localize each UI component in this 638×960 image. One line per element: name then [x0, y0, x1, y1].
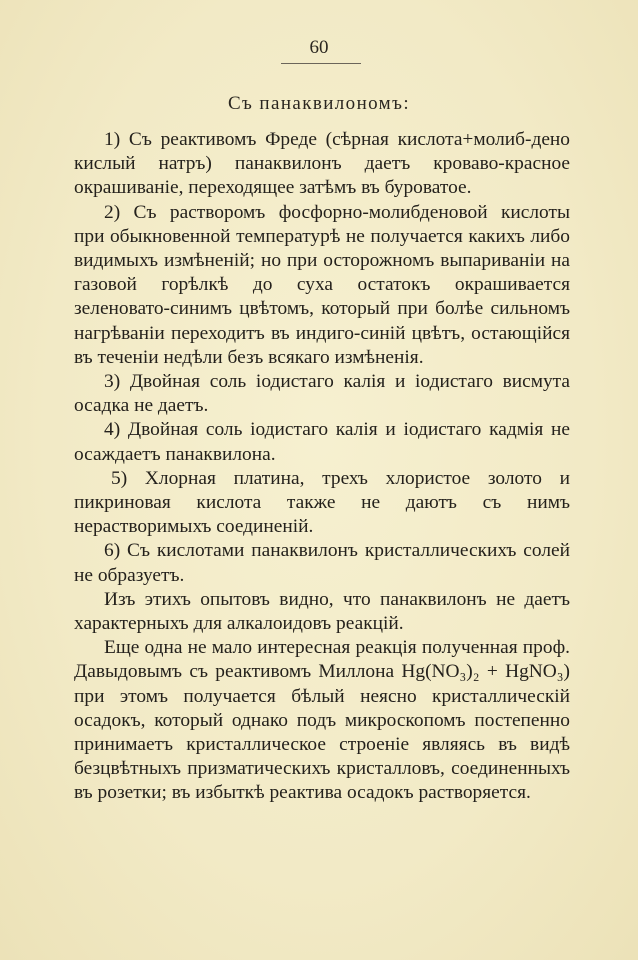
body-text: [74, 128, 570, 806]
paragraph-potassium-bismuth-iodide: 3) Двойная соль іодистаго калія и іодистаго висмута осадка не даетъ.: [74, 371, 570, 417]
paragraph-platinum-chloride: 5) Хлорная платина, трехъ хлористое золото и пикриновая кислота также не даютъ съ нимъ нерастворимыхъ соединеній.: [74, 467, 570, 538]
page-number: 60: [309, 37, 329, 58]
paragraph-acids: 6) Съ кислотами панаквилонъ кристаллическихъ солей не образуетъ.: [74, 540, 570, 586]
paragraph-conclusion: Изъ этихъ опытовъ видно, что панаквилонъ не даетъ характерныхъ для алкалоидовъ реакцій.: [74, 588, 570, 635]
paragraph-phosphomolybdic-acid: 2) Съ растворомъ фосфорно-молибденовой кислоты при обыкновенной температурѣ не получается какихъ либо видимыхъ измѣненій; но при осторожномъ выпариваніи на газовой горѣлкѣ до суха остатокъ окрашивается зеленовато-синимъ цвѣтомъ, который при болѣе сильномъ нагрѣваніи переходитъ въ индиго-синій цвѣтъ, остающійся въ теченіи недѣли безъ всякаго измѣненія.: [74, 201, 570, 368]
paragraph-potassium-cadmium-iodide: 4) Двойная соль іодистаго калія и іодистаго кадмія не осаждаетъ панаквилона.: [74, 419, 570, 465]
paragraph-millon-reagent: Еще одна не мало интересная реакція полученная проф. Давыдовымъ съ реактивомъ Миллона Hg(NO₃)₂ + HgNO₃) при этомъ получается бѣлый неясно кристаллическій осадокъ, который однако подъ микроскопомъ постепенно принимаетъ кристаллическое строеніе являясь въ видѣ безцвѣтныхъ призматическихъ кристалловъ, соединенныхъ въ розетки; въ избыткѣ реактива осадокъ растворяется.: [74, 637, 570, 804]
section-heading: Съ панаквилономъ:: [227, 93, 411, 114]
page-number-rule: [281, 63, 361, 64]
paragraph-frede-reagent: 1) Съ реактивомъ Фреде (сѣрная кислота+молиб-дено кислый натръ) панаквилонъ даетъ кроваво-красное окрашиваніе, переходящее затѣмъ въ буроватое.: [74, 129, 570, 199]
